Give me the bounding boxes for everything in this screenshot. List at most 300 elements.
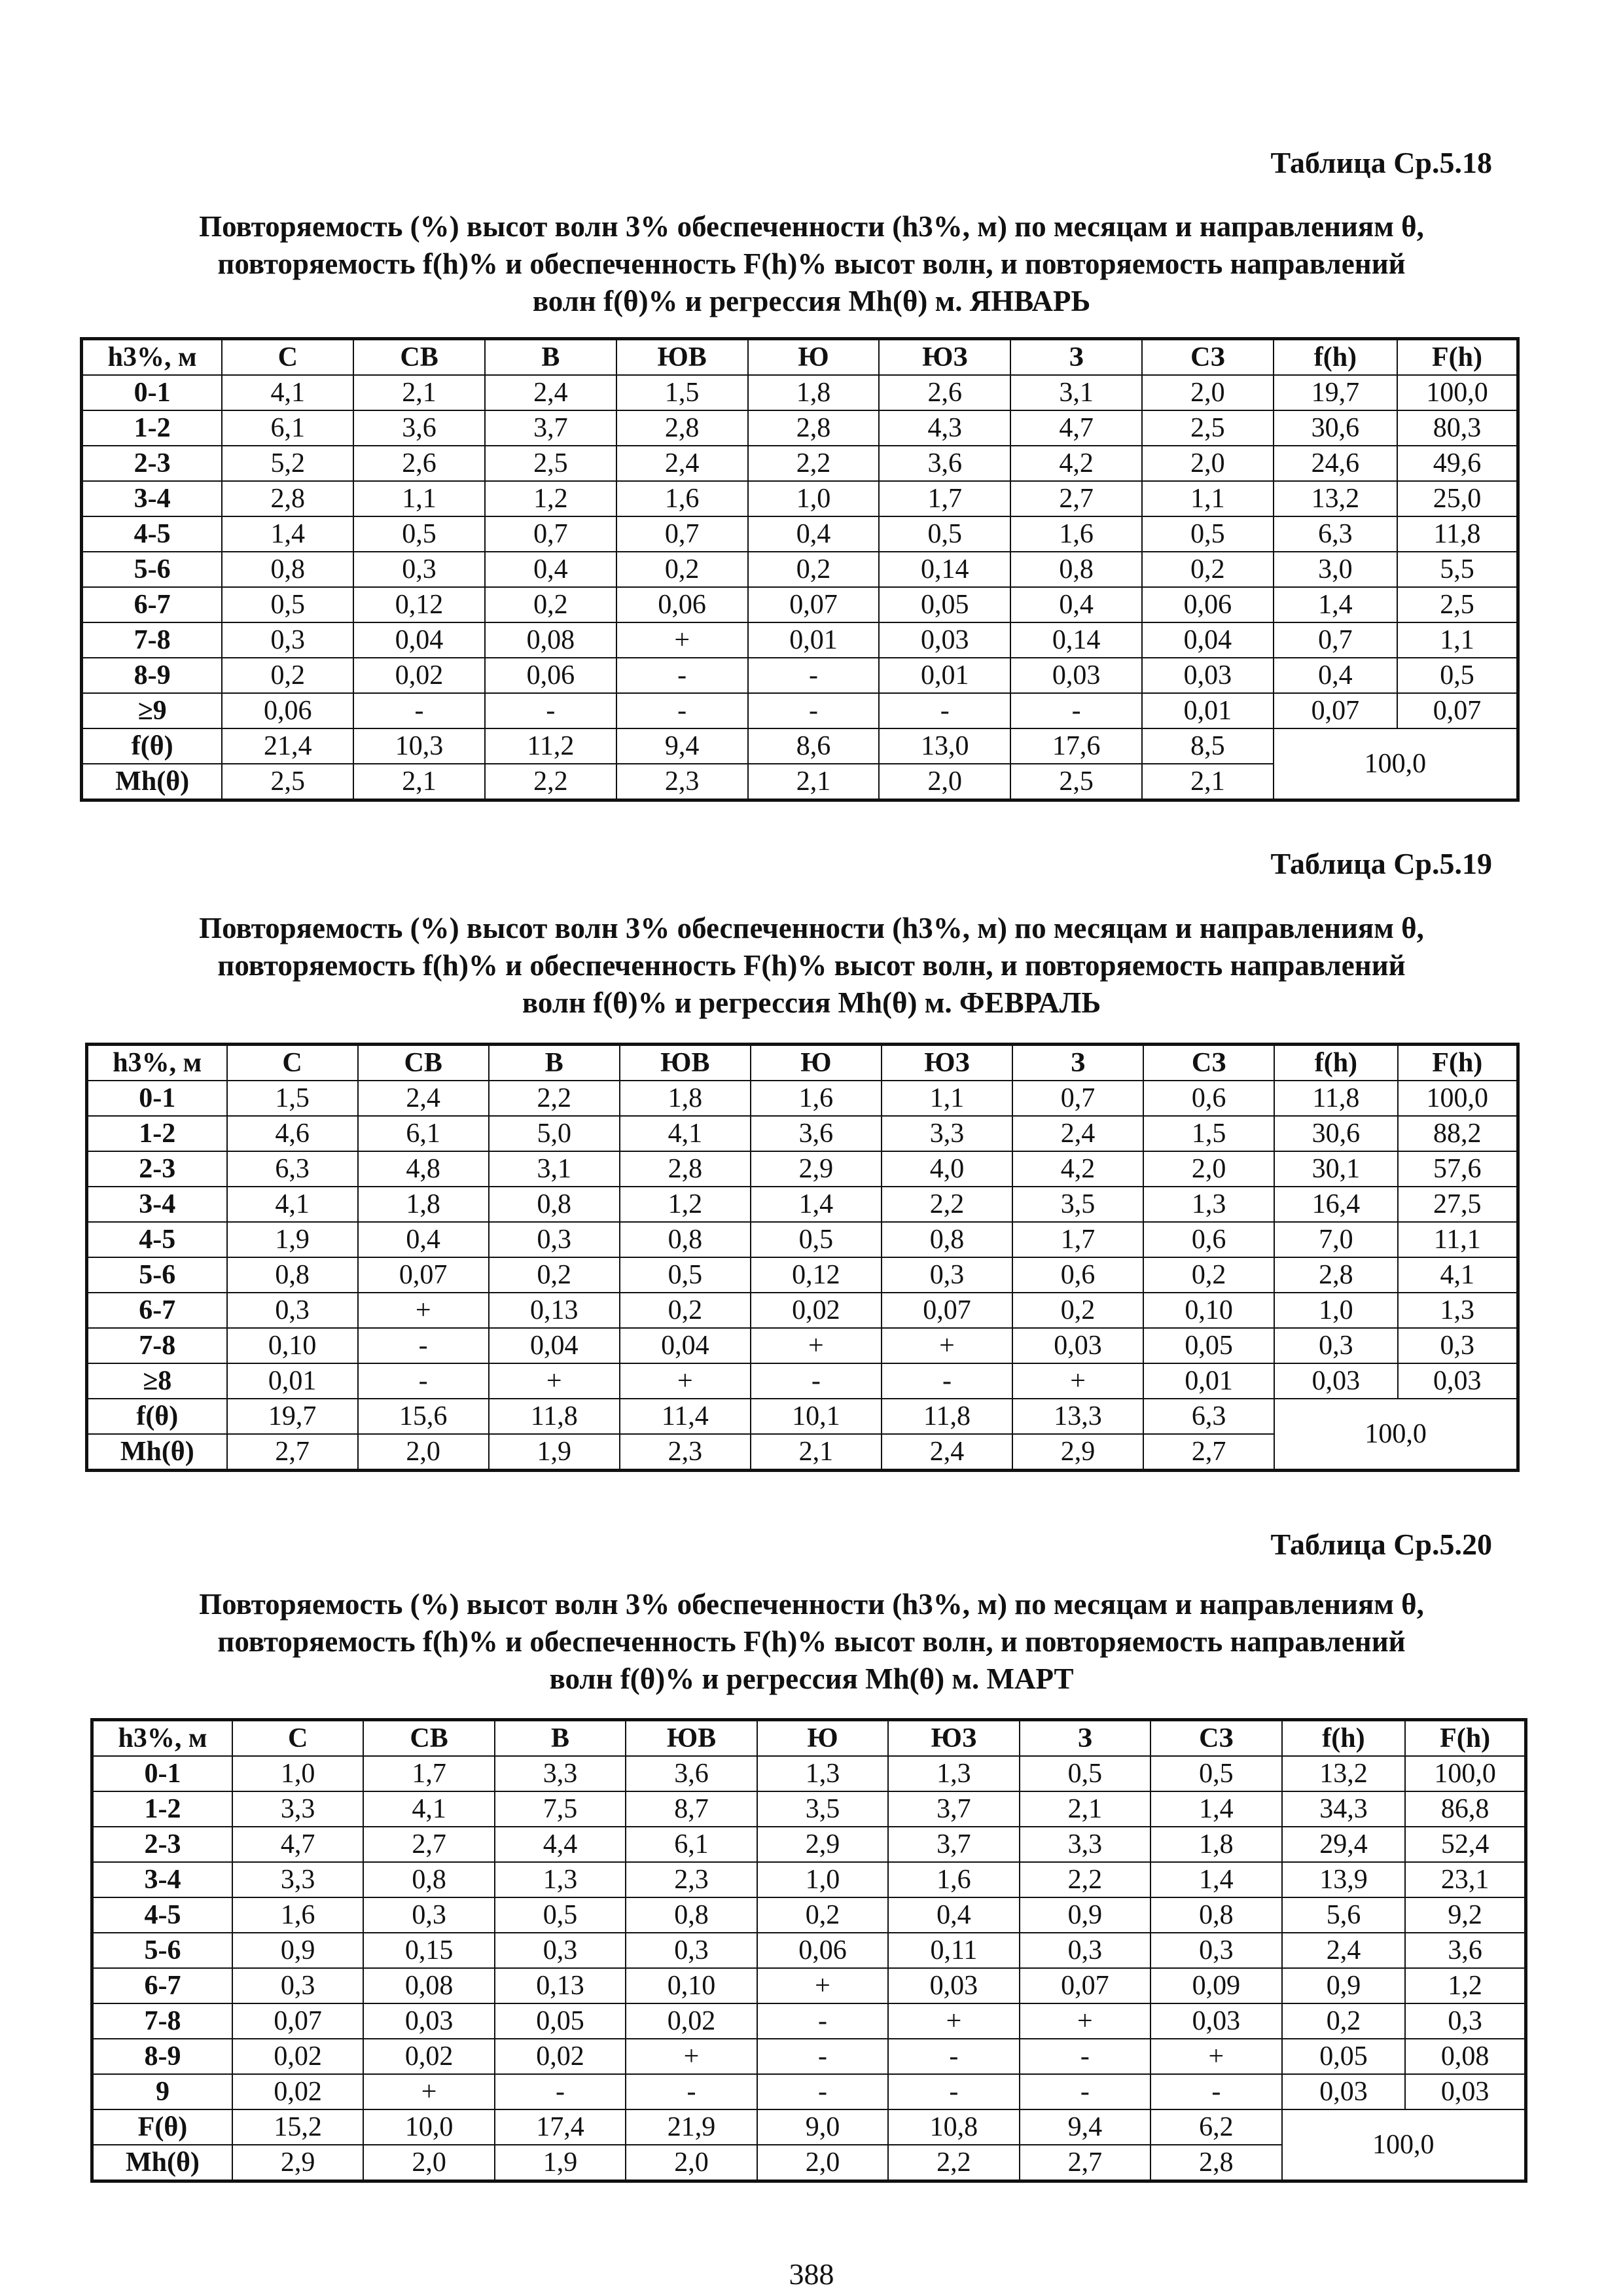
table-cell: 11,8 [1274,1081,1397,1116]
table-cell: 23,1 [1405,1862,1525,1897]
table-cell: 10,1 [751,1399,882,1434]
row-label: 0-1 [87,1081,227,1116]
table-cell: 1,0 [757,1862,888,1897]
table-cell: 2,1 [1020,1791,1150,1827]
table-cell: 0,2 [748,552,880,587]
table-cell: 0,7 [485,516,616,552]
table-cell: 2,2 [485,764,616,800]
table-cell: 0,04 [353,622,485,658]
table-cell: 0,9 [232,1933,363,1968]
table-cell: 6,3 [1274,516,1397,552]
table-cell: 0,01 [879,658,1010,693]
table-cell: 30,6 [1274,1116,1397,1151]
table-cell: 10,8 [888,2109,1019,2145]
table-cell: 1,3 [495,1862,626,1897]
row-label: 3-4 [87,1187,227,1222]
table-cell: 30,1 [1274,1151,1397,1187]
row-label: 1-2 [82,410,223,446]
table-cell: 0,03 [1142,658,1274,693]
table-cell: 2,3 [616,764,748,800]
table-cell: 7,0 [1274,1222,1397,1257]
column-header: ЮЗ [888,1720,1019,1757]
table-cell: 0,03 [1012,1328,1143,1363]
table-cell: 3,6 [879,446,1010,481]
table-cell: 2,5 [485,446,616,481]
table-cell: 0,3 [353,552,485,587]
table-cell: 11,8 [489,1399,620,1434]
table-cell: 6,1 [222,410,353,446]
table-cell: 0,13 [489,1293,620,1328]
table-cell: 0,5 [1142,516,1274,552]
table-cell: 1,5 [1143,1116,1274,1151]
title-line: повторяемость f(h)% и обеспеченность F(h)% высот волн, и повторяемость направлений [217,1625,1406,1658]
table-cell: 0,02 [495,2039,626,2074]
table-cell: 0,6 [1012,1257,1143,1293]
table-cell: 1,2 [1405,1968,1525,2003]
table-cell: 0,02 [751,1293,882,1328]
table-cell: 0,2 [620,1293,751,1328]
table-row [87,1187,1518,1222]
table-cell: 3,5 [757,1791,888,1827]
table-cell: 2,8 [748,410,880,446]
table-cell: 27,5 [1398,1187,1518,1222]
table-cell: 0,05 [495,2003,626,2039]
table-cell: + [358,1293,489,1328]
table-row [82,410,1518,446]
table-cell: 2,7 [1143,1434,1274,1471]
table-row [87,1116,1518,1151]
column-header: h3%, м [82,339,223,376]
table-cell: 13,9 [1282,1862,1406,1897]
table-cell: 2,6 [353,446,485,481]
row-label: 6-7 [92,1968,232,2003]
row-label: 7-8 [92,2003,232,2039]
table-cell: 0,3 [495,1933,626,1968]
table-cell: 0,03 [1274,1363,1397,1399]
table-number: Таблица Ср.5.18 [1270,146,1492,179]
row-label: 4-5 [92,1897,232,1933]
table-cell: 8,6 [748,728,880,764]
column-header: ЮВ [616,339,748,376]
table-cell: 86,8 [1405,1791,1525,1827]
table-cell: 2,2 [748,446,880,481]
row-label: 8-9 [82,658,223,693]
table-cell: - [1020,2074,1150,2109]
table-cell: 0,03 [1282,2074,1406,2109]
table-cell: 2,1 [748,764,880,800]
table-cell: 10,3 [353,728,485,764]
table-cell: 4,7 [1010,410,1142,446]
table-cell: 88,2 [1398,1116,1518,1151]
table-cell: 24,6 [1274,446,1397,481]
table-cell: + [363,2074,494,2109]
table-cell: 34,3 [1282,1791,1406,1827]
table-number: Таблица Ср.5.20 [1270,1528,1492,1561]
table-cell: - [616,658,748,693]
column-header: С [222,339,353,376]
table-cell: 0,5 [879,516,1010,552]
table-cell: 0,04 [489,1328,620,1363]
table-cell: 0,04 [1142,622,1274,658]
table-cell: 2,5 [1142,410,1274,446]
table-cell: 0,8 [1010,552,1142,587]
table-cell: 2,0 [1142,446,1274,481]
table-cell: 0,3 [1150,1933,1281,1968]
table-cell: 0,08 [1405,2039,1525,2074]
row-label: 7-8 [82,622,223,658]
row-label: ≥9 [82,693,223,728]
table-cell: 0,3 [363,1897,494,1933]
table-cell: 5,0 [489,1116,620,1151]
table-cell: 3,5 [1012,1187,1143,1222]
table-cell: 0,8 [1150,1897,1281,1933]
table-cell: 0,3 [626,1933,757,1968]
table-cell: 100,0 [1405,1756,1525,1791]
table-cell: 21,9 [626,2109,757,2145]
table-cell: 2,4 [882,1434,1012,1471]
table-cell: 0,4 [1274,658,1397,693]
row-label: 0-1 [92,1756,232,1791]
table-cell: 1,3 [888,1756,1019,1791]
table-cell: 16,4 [1274,1187,1397,1222]
table-cell: - [757,2039,888,2074]
table-cell: 80,3 [1397,410,1518,446]
table-cell: 2,8 [222,481,353,516]
row-label: 2-3 [92,1827,232,1862]
table-cell: 1,6 [1010,516,1142,552]
table-cell: 2,8 [1150,2145,1281,2181]
table-cell: 0,5 [353,516,485,552]
table-cell: 3,3 [1020,1827,1150,1862]
f-theta-row [82,728,1518,764]
table-cell: 8,5 [1142,728,1274,764]
table-cell: 2,4 [485,375,616,410]
table-cell: 0,01 [748,622,880,658]
title-line: волн f(θ)% и регрессия Mh(θ) м. ФЕВРАЛЬ [522,986,1101,1019]
column-header: СВ [353,339,485,376]
table-cell: + [620,1363,751,1399]
row-label: 9 [92,2074,232,2109]
column-header: F(h) [1398,1045,1518,1081]
table-cell: 9,4 [1020,2109,1150,2145]
table-cell: 0,08 [485,622,616,658]
table-cell: 0,05 [879,587,1010,622]
table-cell: 5,5 [1397,552,1518,587]
title-line: повторяемость f(h)% и обеспеченность F(h)% высот волн, и повторяемость направлений [217,949,1406,982]
table-cell: - [353,693,485,728]
table-cell: 0,05 [1143,1328,1274,1363]
table-cell: 1,8 [620,1081,751,1116]
table-cell: 1,3 [1398,1293,1518,1328]
row-label: f(θ) [87,1399,227,1434]
table-cell: 1,1 [1142,481,1274,516]
table-cell: 3,3 [882,1116,1012,1151]
column-header: СВ [358,1045,489,1081]
table-cell: 0,7 [1274,622,1397,658]
table-cell: 1,8 [748,375,880,410]
table-cell: 0,02 [626,2003,757,2039]
table-cell: - [879,693,1010,728]
table-cell: 0,8 [882,1222,1012,1257]
table-cell: 0,07 [748,587,880,622]
row-label: 5-6 [87,1257,227,1293]
table-cell: 2,6 [879,375,1010,410]
table-cell: 0,04 [620,1328,751,1363]
table-row [87,1363,1518,1399]
title-line: Повторяемость (%) высот волн 3% обеспеченности (h3%, м) по месяцам и направлениям θ, [199,1588,1424,1621]
column-header: В [489,1045,620,1081]
table-cell: 11,2 [485,728,616,764]
title-line: Повторяемость (%) высот волн 3% обеспеченности (h3%, м) по месяцам и направлениям θ, [199,912,1424,944]
column-header: f(h) [1282,1720,1406,1757]
table-cell: 0,5 [1397,658,1518,693]
table-cell: 3,1 [1010,375,1142,410]
table-row [92,1968,1526,2003]
table-row [82,446,1518,481]
table-cell: 2,3 [620,1434,751,1471]
table-cell: 7,5 [495,1791,626,1827]
table-cell: 2,0 [363,2145,494,2181]
row-label: 0-1 [82,375,223,410]
table-row [87,1222,1518,1257]
table-cell: 0,4 [748,516,880,552]
column-header: З [1012,1045,1143,1081]
table-cell: - [751,1363,882,1399]
row-label: 6-7 [82,587,223,622]
row-label: 1-2 [87,1116,227,1151]
row-label: 6-7 [87,1293,227,1328]
table-row [92,2074,1526,2109]
column-header: F(h) [1405,1720,1525,1757]
table-cell: 1,1 [1397,622,1518,658]
table-cell: 0,4 [485,552,616,587]
table-cell: 2,1 [751,1434,882,1471]
table-cell: 49,6 [1397,446,1518,481]
table-cell: 6,1 [358,1116,489,1151]
table-cell: 3,3 [495,1756,626,1791]
table-cell: - [1010,693,1142,728]
table-cell: 0,02 [232,2039,363,2074]
column-header: СЗ [1142,339,1274,376]
table-cell: 0,2 [757,1897,888,1933]
column-header: СЗ [1143,1045,1274,1081]
table-cell: 0,03 [1405,2074,1525,2109]
table-row [82,622,1518,658]
table-cell: 2,2 [882,1187,1012,1222]
table-cell: 3,6 [626,1756,757,1791]
column-header: СВ [363,1720,494,1757]
table-cell: - [1150,2074,1281,2109]
table-title [111,208,1512,320]
row-label: 4-5 [87,1222,227,1257]
table-cell: 1,5 [227,1081,358,1116]
table-cell: 0,5 [495,1897,626,1933]
table-cell: 19,7 [227,1399,358,1434]
table-cell: 1,0 [232,1756,363,1791]
table-cell: 0,02 [232,2074,363,2109]
table-cell: 0,5 [751,1222,882,1257]
table-cell: 2,3 [626,1862,757,1897]
total-cell: 100,0 [1274,728,1518,800]
table-cell: - [495,2074,626,2109]
table-cell: 100,0 [1397,375,1518,410]
table-cell: 0,5 [1150,1756,1281,1791]
table-cell: 6,2 [1150,2109,1281,2145]
table-cell: 29,4 [1282,1827,1406,1862]
table-cell: 3,6 [353,410,485,446]
column-header: ЮВ [620,1045,751,1081]
table-row [82,516,1518,552]
table-cell: 0,9 [1020,1897,1150,1933]
table-cell: 0,2 [1282,2003,1406,2039]
table-cell: 1,9 [227,1222,358,1257]
table-cell: 3,7 [485,410,616,446]
total-cell: 100,0 [1274,1399,1518,1471]
table-cell: 4,1 [363,1791,494,1827]
table-cell: 2,9 [757,1827,888,1862]
table-cell: 1,6 [232,1897,363,1933]
column-header: З [1010,339,1142,376]
table-cell: 1,7 [363,1756,494,1791]
table-cell: 1,0 [1274,1293,1397,1328]
table-cell: 0,15 [363,1933,494,1968]
wave-table-march [90,1718,1527,2183]
table-cell: + [1150,2039,1281,2074]
column-header: З [1020,1720,1150,1757]
table-row [92,2039,1526,2074]
table-cell: 4,2 [1012,1151,1143,1187]
table-row [92,1862,1526,1897]
column-header: ЮЗ [879,339,1010,376]
table-cell: 1,8 [358,1187,489,1222]
table-cell: 0,5 [620,1257,751,1293]
table-cell: 0,10 [626,1968,757,2003]
table-cell: 3,0 [1274,552,1397,587]
table-cell: + [616,622,748,658]
table-cell: 0,8 [626,1897,757,1933]
column-header: С [227,1045,358,1081]
row-label: Mh(θ) [92,2145,232,2181]
column-header: h3%, м [87,1045,227,1081]
table-cell: 2,7 [227,1434,358,1471]
table-cell: 0,2 [1143,1257,1274,1293]
table-header-row [87,1045,1518,1081]
table-cell: 0,8 [222,552,353,587]
table-cell: 1,1 [353,481,485,516]
table-cell: 2,4 [616,446,748,481]
table-cell: 0,10 [227,1328,358,1363]
table-cell: 2,5 [1397,587,1518,622]
table-row [82,375,1518,410]
table-cell: 1,7 [1012,1222,1143,1257]
table-row [87,1328,1518,1363]
wave-table-february [85,1043,1520,1472]
table-cell: 17,4 [495,2109,626,2145]
table-cell: 1,4 [751,1187,882,1222]
table-cell: 0,8 [620,1222,751,1257]
table-cell: 2,0 [1143,1151,1274,1187]
table-cell: 2,0 [879,764,1010,800]
table-cell: 0,06 [616,587,748,622]
table-cell: 2,8 [1274,1257,1397,1293]
table-row [82,658,1518,693]
table-cell: 6,1 [626,1827,757,1862]
table-cell: + [626,2039,757,2074]
table-row [87,1151,1518,1187]
column-header: Ю [751,1045,882,1081]
table-cell: - [888,2039,1019,2074]
table-cell: 2,5 [222,764,353,800]
table-cell: + [751,1328,882,1363]
table-cell: 0,7 [616,516,748,552]
table-cell: - [748,658,880,693]
table-cell: - [757,2003,888,2039]
table-cell: 0,06 [485,658,616,693]
table-cell: + [1020,2003,1150,2039]
row-label: 3-4 [82,481,223,516]
table-cell: 4,1 [222,375,353,410]
row-label: 2-3 [82,446,223,481]
table-cell: 30,6 [1274,410,1397,446]
table-cell: 3,7 [888,1791,1019,1827]
table-cell: 0,10 [1143,1293,1274,1328]
table-cell: 0,8 [489,1187,620,1222]
table-cell: 3,1 [489,1151,620,1187]
table-cell: 2,1 [1142,764,1274,800]
table-cell: 5,6 [1282,1897,1406,1933]
table-cell: 0,5 [222,587,353,622]
table-header-row [82,339,1518,376]
column-header: В [485,339,616,376]
table-cell: 2,1 [353,764,485,800]
table-cell: 1,0 [748,481,880,516]
table-cell: 0,07 [882,1293,1012,1328]
table-cell: - [1020,2039,1150,2074]
table-cell: 0,14 [879,552,1010,587]
f-theta-row [87,1399,1518,1434]
table-cell: 1,4 [222,516,353,552]
table-cell: 2,1 [353,375,485,410]
table-cell: 0,3 [1274,1328,1397,1363]
table-cell: 1,7 [879,481,1010,516]
table-cell: 3,3 [232,1862,363,1897]
table-cell: 4,8 [358,1151,489,1187]
column-header: В [495,1720,626,1757]
table-row [92,2003,1526,2039]
table-cell: 52,4 [1405,1827,1525,1862]
table-cell: 4,6 [227,1116,358,1151]
column-header: СЗ [1150,1720,1281,1757]
title-line: волн f(θ)% и регрессия Mh(θ) м. ЯНВАРЬ [532,285,1091,317]
table-cell: 0,01 [227,1363,358,1399]
table-cell: 9,4 [616,728,748,764]
row-label: 3-4 [92,1862,232,1897]
table-cell: 11,1 [1398,1222,1518,1257]
table-cell: 0,2 [616,552,748,587]
column-header: ЮЗ [882,1045,1012,1081]
table-row [92,1756,1526,1791]
table-cell: - [888,2074,1019,2109]
table-cell: 13,0 [879,728,1010,764]
table-cell: 0,12 [353,587,485,622]
table-title [111,1586,1512,1698]
row-label: 5-6 [92,1933,232,1968]
table-cell: 0,07 [1020,1968,1150,2003]
row-label: 2-3 [87,1151,227,1187]
table-cell: 0,6 [1143,1222,1274,1257]
table-cell: 0,01 [1143,1363,1274,1399]
table-row [87,1293,1518,1328]
